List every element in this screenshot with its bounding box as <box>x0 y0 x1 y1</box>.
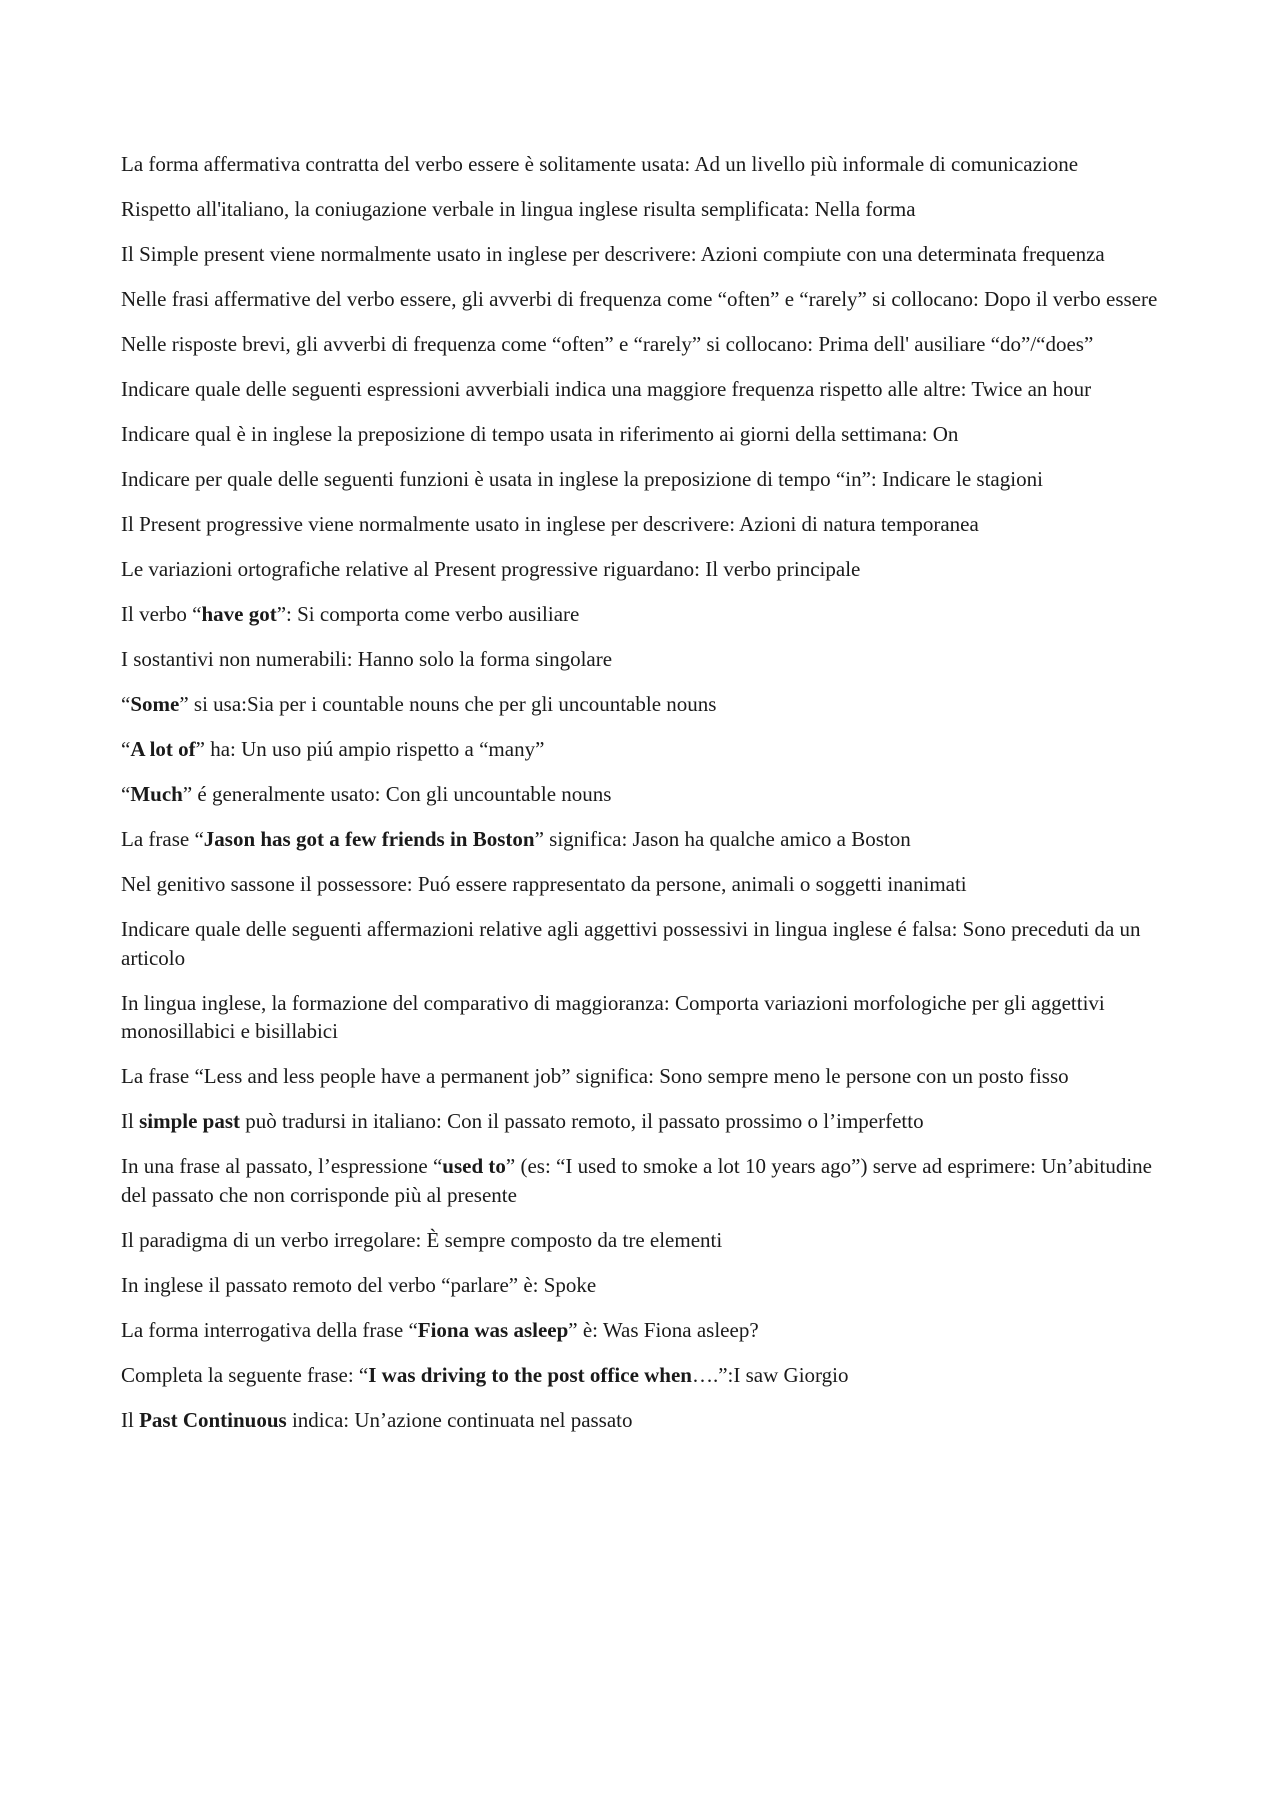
qa-paragraph <box>121 989 1166 1046</box>
qa-paragraph <box>121 510 1166 539</box>
text-run: Il verbo “ <box>121 602 202 626</box>
text-run: I sostantivi non numerabili: Hanno solo la forma singolare <box>121 647 613 671</box>
bold-text: Past Continuous <box>139 1407 287 1432</box>
bold-text: used to <box>442 1154 506 1178</box>
text-run: Il Simple present viene normalmente usato in inglese per descrivere: Azioni compiute con una determinata frequenza <box>121 242 1105 266</box>
qa-paragraph <box>121 915 1166 972</box>
text-run: La frase “Less and less people have a permanent job” significa: Sono sempre meno le persone con un posto fisso <box>121 1064 1069 1088</box>
qa-paragraph <box>121 555 1166 584</box>
text-run: In lingua inglese, la formazione del comparativo di maggioranza: Comporta variazioni morfologiche per gli aggettivi monosillabici e bisillabici <box>121 990 1105 1043</box>
qa-paragraph <box>121 240 1166 269</box>
text-run: ” ha: Un uso piú ampio rispetto a “many” <box>195 737 545 761</box>
text-run: può tradursi in italiano: Con il passato remoto, il passato prossimo o l’imperfetto <box>240 1109 924 1133</box>
qa-paragraph <box>121 1316 1166 1345</box>
document-body <box>121 150 1166 1451</box>
text-run: Indicare qual è in inglese la preposizione di tempo usata in riferimento ai giorni della settimana: On <box>121 422 959 446</box>
text-run: ” è: Was Fiona asleep? <box>568 1317 759 1342</box>
qa-paragraph <box>121 1361 1166 1390</box>
qa-paragraph <box>121 375 1166 404</box>
text-run: ….”:I saw Giorgio <box>691 1362 849 1387</box>
qa-paragraph <box>121 420 1166 449</box>
qa-paragraph <box>121 600 1166 629</box>
text-run: “ <box>121 692 131 716</box>
text-run: “ <box>121 782 131 806</box>
qa-paragraph <box>121 465 1166 494</box>
bold-text: A lot of <box>130 737 196 761</box>
text-run: In inglese il passato remoto del verbo “parlare” è: Spoke <box>121 1272 597 1297</box>
qa-paragraph <box>121 645 1166 674</box>
qa-paragraph <box>121 690 1166 719</box>
bold-text: simple past <box>139 1109 241 1133</box>
qa-paragraph <box>121 870 1166 899</box>
qa-paragraph <box>121 1107 1166 1136</box>
text-run: La forma interrogativa della frase “ <box>121 1317 418 1342</box>
qa-paragraph <box>121 285 1166 314</box>
text-run: Il Present progressive viene normalmente usato in inglese per descrivere: Azioni di natura temporanea <box>121 512 979 536</box>
qa-paragraph <box>121 780 1166 809</box>
qa-paragraph <box>121 1406 1166 1435</box>
bold-text: Fiona was asleep <box>417 1317 569 1342</box>
text-run: Indicare quale delle seguenti espressioni avverbiali indica una maggiore frequenza rispetto alle altre: Twice an hour <box>121 377 1092 401</box>
text-run: Le variazioni ortografiche relative al Present progressive riguardano: Il verbo principale <box>121 557 861 581</box>
qa-paragraph <box>121 1062 1166 1091</box>
text-run: In una frase al passato, l’espressione “ <box>121 1154 443 1178</box>
bold-text: I was driving to the post office when <box>368 1362 692 1387</box>
text-run: “ <box>121 737 131 761</box>
bold-text: Much <box>130 782 183 806</box>
text-run: Rispetto all'italiano, la coniugazione verbale in lingua inglese risulta semplificata: Nella forma <box>121 197 916 221</box>
text-run: Indicare quale delle seguenti affermazioni relative agli aggettivi possessivi in lingua inglese é falsa: Sono preceduti da un articolo <box>121 917 1141 970</box>
text-run: Nel genitivo sassone il possessore: Puó essere rappresentato da persone, animali o soggetti inanimati <box>121 872 967 896</box>
text-run: Il paradigma di un verbo irregolare: È sempre composto da tre elementi <box>121 1227 723 1252</box>
text-run: La frase “ <box>121 827 204 851</box>
qa-paragraph <box>121 150 1166 179</box>
text-run: ” si usa:Sia per i countable nouns che per gli uncountable nouns <box>179 692 717 716</box>
text-run: ”: Si comporta come verbo ausiliare <box>276 602 580 626</box>
qa-paragraph <box>121 330 1166 359</box>
text-run: ” significa: Jason ha qualche amico a Boston <box>534 827 911 851</box>
text-run: ” (es: “I used to smoke a lot 10 years ago”) serve ad esprimere: Un’abitudine del passato che non corrisponde più al presente <box>121 1154 1153 1207</box>
bold-text: Jason has got a few friends in Boston <box>203 827 535 851</box>
text-run: indica: Un’azione continuata nel passato <box>286 1407 633 1432</box>
text-run: Il <box>121 1407 140 1432</box>
text-run: ” é generalmente usato: Con gli uncountable nouns <box>182 782 612 806</box>
qa-paragraph <box>121 1271 1166 1300</box>
qa-paragraph <box>121 1226 1166 1255</box>
text-run: Nelle frasi affermative del verbo essere, gli avverbi di frequenza come “often” e “rarely” si collocano: Dopo il verbo essere <box>121 287 1158 311</box>
qa-paragraph <box>121 735 1166 764</box>
qa-paragraph <box>121 825 1166 854</box>
bold-text: have got <box>201 602 277 626</box>
text-run: Il <box>121 1109 140 1133</box>
qa-paragraph <box>121 195 1166 224</box>
text-run: Indicare per quale delle seguenti funzioni è usata in inglese la preposizione di tempo “in”: Indicare le stagioni <box>121 467 1043 491</box>
qa-paragraph <box>121 1152 1166 1209</box>
bold-text: Some <box>130 692 180 716</box>
text-run: Completa la seguente frase: “ <box>121 1362 369 1387</box>
text-run: Nelle risposte brevi, gli avverbi di frequenza come “often” e “rarely” si collocano: Prima dell' ausiliare “do”/“does” <box>121 332 1094 356</box>
text-run: La forma affermativa contratta del verbo essere è solitamente usata: Ad un livello più informale di comunicazione <box>121 152 1079 176</box>
